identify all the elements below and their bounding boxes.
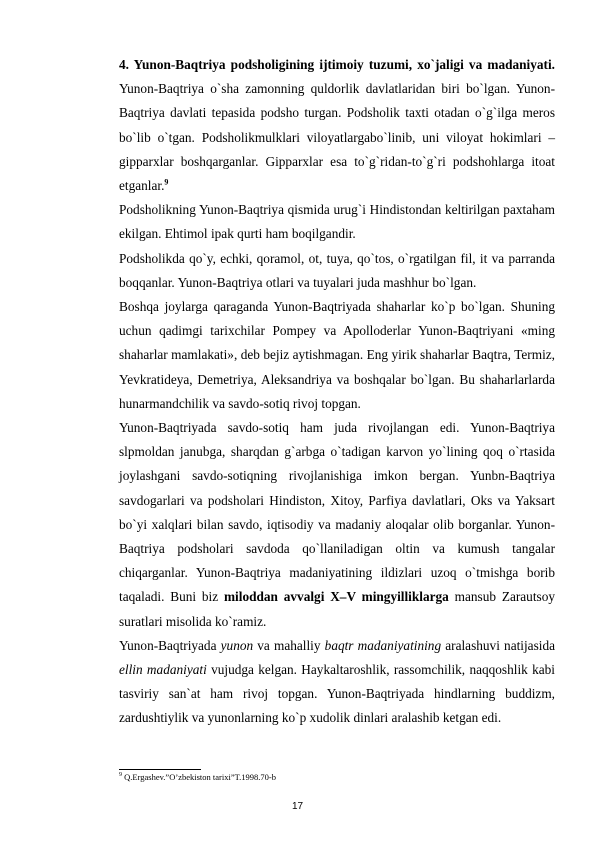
paragraph-5-bold: miloddan avvalgi X–V mingyilliklarga [223,589,449,605]
paragraph-6-text-a: Yunon-Baqtriyada [119,637,221,653]
paragraph-2: Podsholikning Yunon-Baqtriya qismida urug`i Hindistondan keltirilgan paxtaham ekilgan. Ehtimol ipak qurti ham boqilgandir. [119,202,555,242]
page-number: 17 [291,801,304,812]
paragraph-6 [119,634,555,731]
paragraph-6-italic-c: ellin madaniyati [119,662,207,678]
paragraph-5-text-a: Yunon-Baqtriyada savdo-sotiq ham juda rivojlangan edi. Yunon-Baqtriya slpmoldan janubga, sharqdan g`arbga o`tadigan karvon yo`lining qoq o`rtasida joylashgani savdo-sotiqning rivojlanishiga imkon bergan. Yunbn-Baqtriya savdogarlari va podsholari Hindiston, Xitoy, Parfiya davlatlari, Oks va Yaksart bo`yi xalqlari bilan savdo, iqtisodiy va madaniy aloqalar olib borganlar. Yunon-Baqtriya podsholari savdoda qo`llaniladigan oltin va kumush tangalar chiqarganlar. Yunon-Baqtriya madaniyatining ildizlari uzoq o`tmishga borib taqaladi. Buni biz [119,420,555,605]
footnote-reference: 9 [164,177,169,187]
footnote [119,772,555,783]
paragraph-6-italic-a: yunon [220,637,254,653]
page-body [119,53,555,731]
paragraph-4: Boshqa joylarga qaraganda Yunon-Baqtriyada shaharlar ko`p bo`lgan. Shuning uchun qadimgi tarixchilar Pompey va Apolloderlar Yunon-Baqtriyani «ming shaharlar mamlakati», deb bejiz aytishmagan. Eng yirik shaharlar Baqtra, Termiz, Yevkratideya, Demetriya, Aleksandriya va boshqalar bo`lgan. Bu shaharlarlarda hunarmandchilik va savdo-sotiq rivoj topgan. [119,299,555,411]
footnote-text: Q.Ergashev.”O’zbekiston tarixi”T.1998.70-b [122,772,276,782]
paragraph-6-text-b: va mahalliy [253,637,325,653]
footnote-divider [119,769,201,770]
section-heading: 4. Yunon-Baqtriya podsholigining ijtimoiy tuzumi, xo`jaligi va madaniyati. [119,57,555,72]
paragraph-6-text-c: aralashuvi natijasida [441,637,556,653]
paragraph-3: Podsholikda qo`y, echki, qoramol, ot, tuya, qo`tos, o`rgatilgan fil, it va parranda boqqanlar. Yunon-Baqtriya otlari va tuyalari juda mashhur bo`lgan. [119,250,555,290]
paragraph-1 [119,53,555,198]
paragraph-6-text-d: vujudga kelgan. Haykaltaroshlik, rassomchilik, naqqoshlik kabi tasviriy san`at ham rivoj topgan. Yunon-Baqtriyada hindlarning buddizm, zardushtiylik va yunonlarning ko`p xudolik dinlari aralashib ketgan edi. [119,662,555,726]
paragraph-1-text: Yunon-Baqtriya o`sha zamonning quldorlik davlatlaridan biri bo`lgan. Yunon-Baqtriya davlati tepasida podsho turgan. Podsholik taxti otadan o`g`ilga meros bo`lib o`tgan. Podsholikmulklari viloyatlargabo`linib, uni viloyat hokimlari – gipparxlar boshqarganlar. Gipparxlar esa to`g`ridan-to`g`ri podshohlarga itoat etganlar. [119,81,555,194]
paragraph-5 [119,416,555,634]
paragraph-6-italic-b: baqtr madaniyatining [324,637,442,653]
paragraph-5-text-b: mansub Zarautsoy suratlari misolida ko`ramiz. [119,589,556,629]
footnote-mark: 9 [119,772,122,779]
